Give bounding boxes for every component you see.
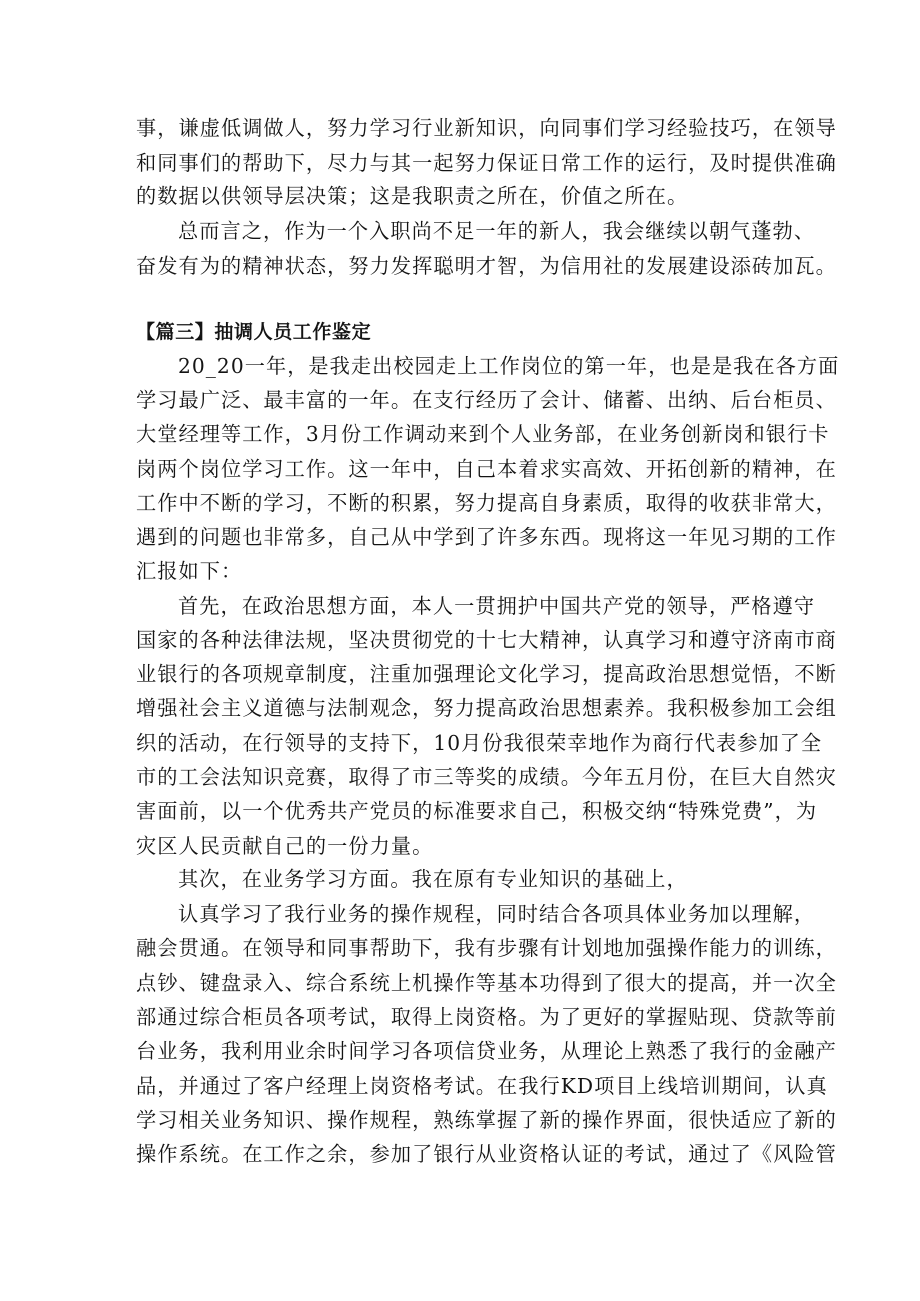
paragraph-line: 的数据以供领导层决策；这是我职责之所在，价值之所在。	[136, 184, 689, 208]
paragraph-line: 品，并通过了客户经理上岗资格考试。在我行KD项目上线培训期间，认真	[136, 1074, 828, 1098]
paragraph-line: 遇到的问题也非常多，自己从中学到了许多东西。现将这一年见习期的工作	[136, 525, 837, 549]
paragraph-line: 操作系统。在工作之余，参加了银行从业资格认证的考试，通过了《风险管	[136, 1142, 837, 1166]
section-heading: 【篇三】抽调人员工作鉴定	[136, 321, 372, 343]
paragraph-line: 增强社会主义道德与法制观念，努力提高政治思想素养。我积极参加工会组	[136, 696, 837, 720]
paragraph-line: 事，谦虚低调做人，努力学习行业新知识，向同事们学习经验技巧，在领导	[136, 116, 837, 140]
paragraph-line: 点钞、键盘录入、综合系统上机操作等基本功得到了很大的提高，并一次全	[136, 971, 837, 995]
paragraph-line: 岗两个岗位学习工作。这一年中，自己本着求实高效、开拓创新的精神，在	[136, 457, 837, 481]
paragraph-line: 奋发有为的精神状态，努力发挥聪明才智，为信用社的发展建设添砖加瓦。	[136, 254, 837, 278]
paragraph-line: 学习相关业务知识、操作规程，熟练掌握了新的操作界面，很快适应了新的	[136, 1108, 837, 1132]
paragraph-line: 灾区人民贡献自己的一份力量。	[136, 834, 434, 858]
paragraph-line: 工作中不断的学习，不断的积累，努力提高自身素质，取得的收获非常大，	[136, 491, 837, 515]
paragraph-line: 总而言之，作为一个入职尚不足一年的新人，我会继续以朝气蓬勃、	[178, 219, 816, 243]
paragraph-line: 首先，在政治思想方面，本人一贯拥护中国共产党的领导，严格遵守	[178, 594, 816, 618]
paragraph-line: 织的活动，在行领导的支持下，10月份我很荣幸地作为商行代表参加了全	[136, 731, 823, 755]
paragraph-line: 融会贯通。在领导和同事帮助下，我有步骤有计划地加强操作能力的训练，	[136, 936, 837, 960]
paragraph-line: 学习最广泛、最丰富的一年。在支行经历了会计、储蓄、出纳、后台柜员、	[136, 388, 837, 412]
paragraph-line: 部通过综合柜员各项考试，取得上岗资格。为了更好的掌握贴现、贷款等前	[136, 1005, 837, 1029]
paragraph-line: 市的工会法知识竞赛，取得了市三等奖的成绩。今年五月份，在巨大自然灾	[136, 765, 837, 789]
paragraph-line: 大堂经理等工作，3月份工作调动来到个人业务部，在业务创新岗和银行卡	[136, 422, 830, 446]
paragraph-line: 20_20一年，是我走出校园走上工作岗位的第一年，也是是我在各方面	[178, 354, 840, 378]
paragraph-line: 国家的各种法律法规，坚决贯彻党的十七大精神，认真学习和遵守济南市商	[136, 628, 837, 652]
paragraph-line: 害面前，以一个优秀共产党员的标准要求自己，积极交纳“特殊党费”，为	[136, 799, 818, 823]
paragraph-line: 业银行的各项规章制度，注重加强理论文化学习，提高政治思想觉悟，不断	[136, 662, 837, 686]
paragraph-line: 汇报如下：	[136, 559, 243, 583]
paragraph-line: 认真学习了我行业务的操作规程，同时结合各项具体业务加以理解，	[178, 902, 816, 926]
paragraph-line: 和同事们的帮助下，尽力与其一起努力保证日常工作的运行，及时提供准确	[136, 151, 837, 175]
paragraph-line: 其次，在业务学习方面。我在原有专业知识的基础上，	[178, 867, 688, 891]
paragraph-line: 台业务，我利用业余时间学习各项信贷业务，从理论上熟悉了我行的金融产	[136, 1039, 837, 1063]
